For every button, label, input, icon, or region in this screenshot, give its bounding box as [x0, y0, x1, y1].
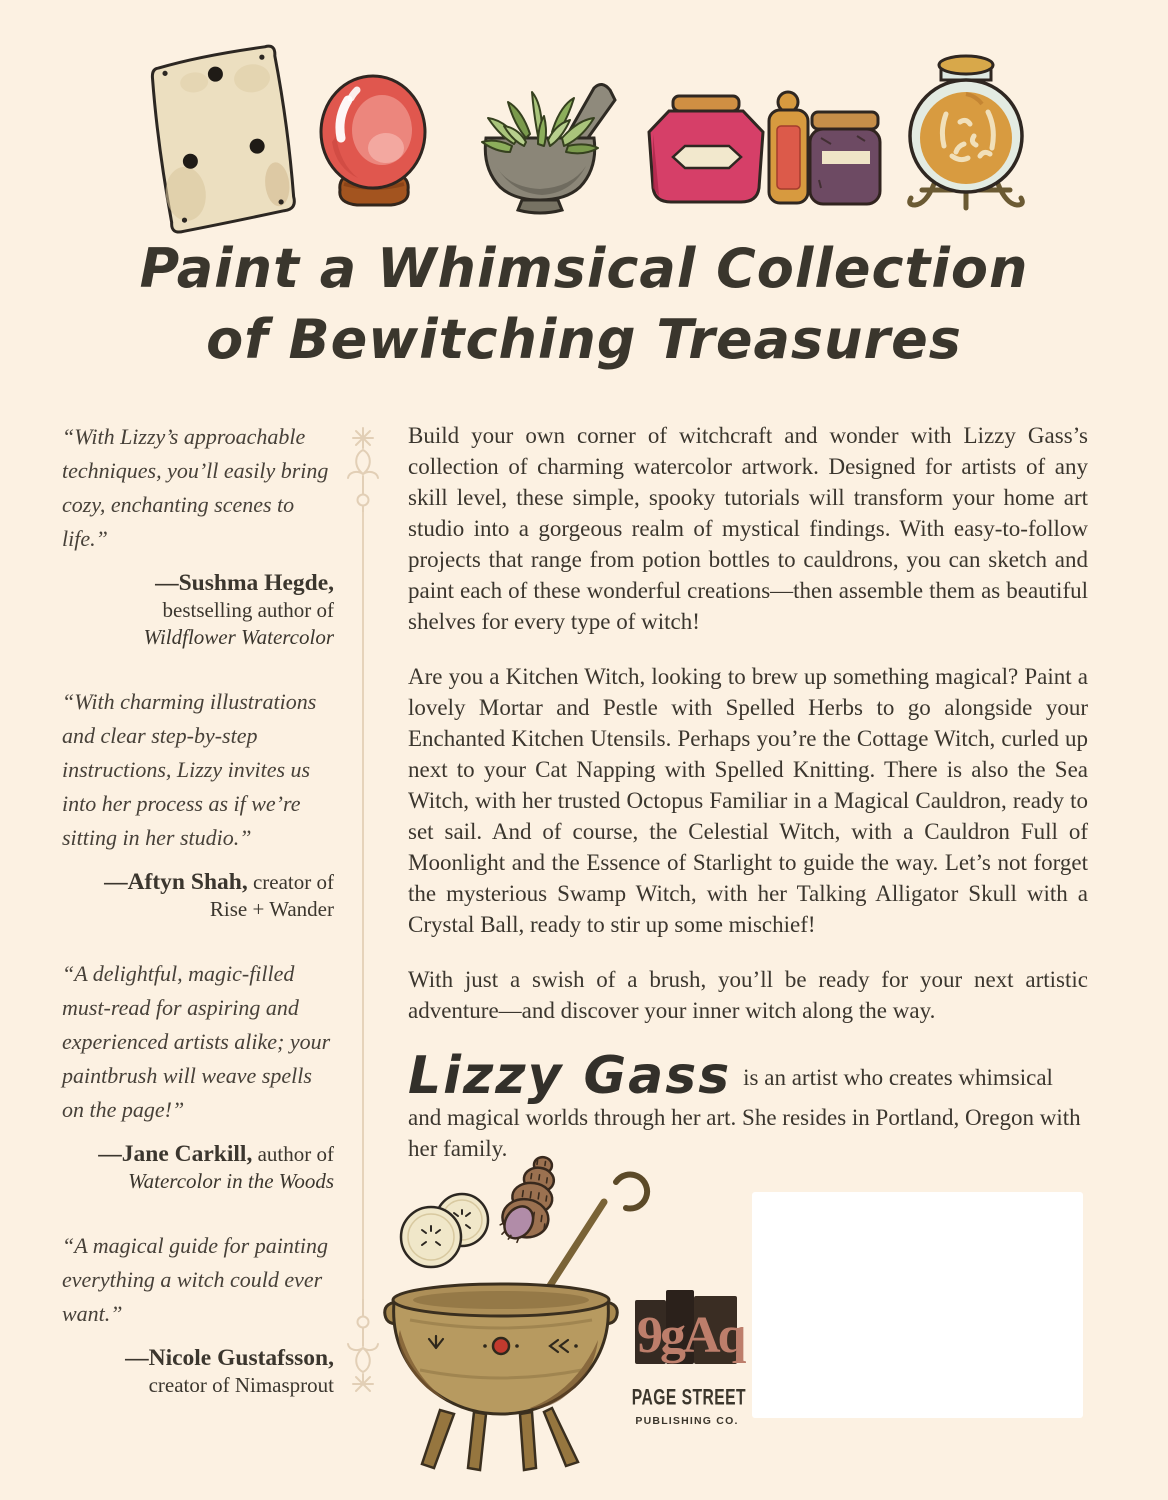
description-paragraph-1: Build your own corner of witchcraft and wonder with Lizzy Gass’s collection of charming watercolor artwork. Designed for artists of any skill level, these simple, spooky tutorials will transform your home art studio into a gorgeous realm of mystical findings. With easy-to-follow projects that range from potion bottles to cauldrons, you can sketch and paint each of these wonderful creations—then assemble them as beautiful shelves for every type of witch! — [408, 423, 1088, 634]
testimonial-quote: “With charming illustrations and clear step-by-step instructions, Lizzy invites us into her process as if we’re sitting in her studio.” — [62, 689, 317, 850]
author-bio-text: is an artist who creates whimsical and magical worlds through her art. She resides in Portland, Oregon with her family. — [408, 1065, 1081, 1161]
publisher-logo — [627, 1284, 747, 1427]
column-divider — [362, 512, 364, 1302]
testimonials-column — [62, 420, 336, 1433]
potion-jars-icon — [645, 88, 883, 216]
page-street-logo-blocks — [631, 1284, 743, 1374]
reviewer-name: —Aftyn Shah, — [104, 869, 248, 895]
barcode-placeholder — [752, 1192, 1083, 1418]
specimen-jar-on-stand-icon — [900, 52, 1032, 220]
title-line-1: Paint a Whimsical Collection — [139, 237, 1029, 300]
reviewer-work: Wildflower Watercolor — [143, 625, 334, 649]
logo-glyphs: 9gAq — [637, 1307, 744, 1364]
moon-phase-parchment-icon — [138, 40, 303, 235]
publisher-name: PAGE STREET — [631, 1385, 747, 1410]
reviewer-name: —Jane Carkill, — [98, 1141, 253, 1167]
description-column — [408, 420, 1088, 1164]
reviewer-credit: author of — [257, 1142, 334, 1166]
mortar-with-herbs-icon — [452, 46, 630, 214]
testimonial-attribution — [62, 869, 336, 923]
testimonial-attribution — [62, 1345, 336, 1399]
divider-ornament-top — [339, 424, 387, 514]
title-line-2: of Bewitching Treasures — [206, 308, 962, 372]
testimonial-attribution — [62, 570, 336, 651]
reviewer-credit: creator of — [252, 870, 334, 894]
crystal-ball-icon — [310, 72, 438, 212]
page-title — [0, 233, 1168, 376]
reviewer-credit: bestselling author of — [162, 598, 334, 622]
testimonial-4 — [62, 1229, 336, 1399]
reviewer-credit: creator of Nimasprout — [148, 1373, 334, 1397]
reviewer-work: Watercolor in the Woods — [128, 1169, 334, 1193]
publisher-tagline: PUBLISHING CO. — [635, 1415, 739, 1427]
testimonial-3 — [62, 957, 336, 1195]
author-signature: Lizzy Gass — [408, 1046, 732, 1106]
testimonial-quote: “A magical guide for painting everything a witch could ever want.” — [62, 1233, 329, 1326]
reviewer-name: —Sushma Hegde, — [155, 570, 334, 596]
testimonial-1 — [62, 420, 336, 651]
testimonial-quote: “A delightful, magic-filled must-read for aspiring and experienced artists alike; your paintbrush will weave spells on the page!” — [62, 961, 331, 1122]
reviewer-name: —Nicole Gustafsson, — [125, 1345, 334, 1371]
testimonial-attribution — [62, 1141, 336, 1195]
testimonial-2 — [62, 685, 336, 923]
author-bio — [408, 1046, 1088, 1164]
testimonial-quote: “With Lizzy’s approachable techniques, you’ll easily bring cozy, enchanting scenes to life.” — [62, 424, 329, 551]
reviewer-work: Rise + Wander — [209, 897, 334, 921]
description-paragraph-2: Are you a Kitchen Witch, looking to brew up something magical? Paint a lovely Mortar and Pestle with Spelled Herbs to go alongside your Enchanted Kitchen Utensils. Perhaps you’re the Cottage Witch, curled up next to your Cat Napping with Spelled Knitting. There is also the Sea Witch, with her trusted Octopus Familiar in a Magical Cauldron, ready to set sail. And of course, the Celestial Witch, with a Cauldron Full of Moonlight and the Essence of Starlight to guide the way. Let’s not forget the mysterious Swamp Witch, with her Talking Alligator Skull with a Crystal Ball, ready to stir up some mischief! — [408, 664, 1088, 937]
description-paragraph-3: With just a swish of a brush, you’ll be ready for your next artistic adventure—and discover your inner witch along the way. — [408, 967, 1088, 1023]
